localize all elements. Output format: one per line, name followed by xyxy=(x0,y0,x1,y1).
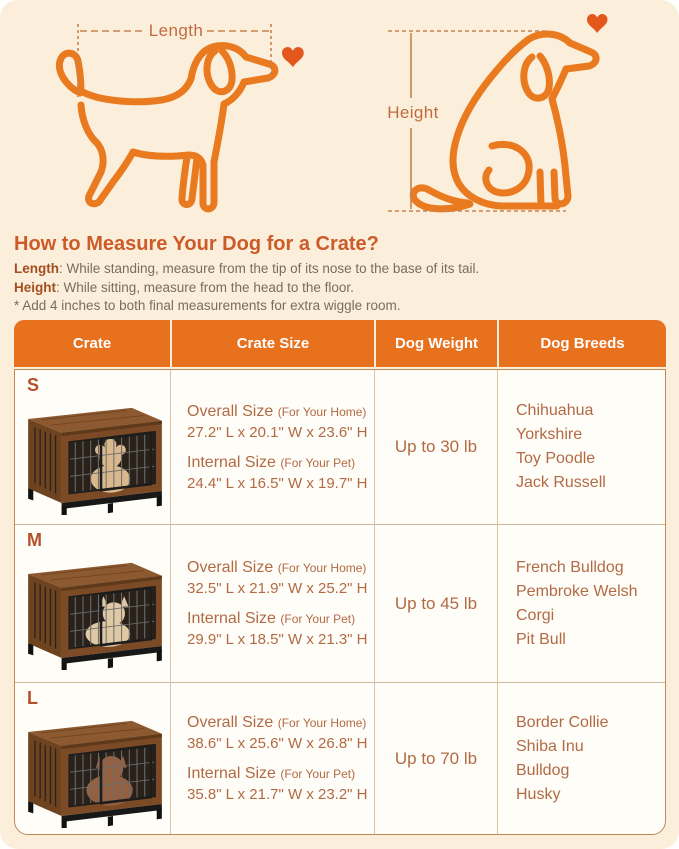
spacer xyxy=(187,752,374,765)
height-term: Height xyxy=(14,279,56,295)
overall-size-sub: (For Your Home) xyxy=(277,716,367,730)
table-row-s-breeds-cell xyxy=(497,370,665,524)
size-letter: S xyxy=(27,375,40,395)
height-measure-label: Height xyxy=(387,103,439,122)
overall-size-label: Overall Size xyxy=(187,559,274,576)
breed-item: Jack Russell xyxy=(516,474,606,491)
table-row-l-breeds-cell xyxy=(497,682,665,834)
breed-item: Yorkshire xyxy=(516,426,583,443)
breed-item: Toy Poodle xyxy=(516,450,596,467)
overall-size-line xyxy=(187,403,374,421)
crate-product-photo-small xyxy=(22,395,168,515)
table-row-s-crate-cell xyxy=(15,370,170,524)
internal-size-line xyxy=(187,454,374,472)
standing-dog-illustration xyxy=(59,46,274,209)
internal-size-line xyxy=(187,765,374,783)
length-desc: : While standing, measure from the tip of its nose to the base of its tail. xyxy=(59,261,480,276)
length-term: Length xyxy=(14,261,59,276)
internal-size-sub: (For Your Pet) xyxy=(280,612,356,626)
header-dog-breeds: Dog Breeds xyxy=(497,320,666,367)
table-row-m-size-cell xyxy=(170,524,374,682)
overall-size-dims: 32.5" L x 21.9" W x 25.2" H xyxy=(187,580,368,597)
breed-item: Chihuahua xyxy=(516,402,594,419)
overall-size-label: Overall Size xyxy=(187,402,274,420)
spacer xyxy=(187,441,374,454)
overall-size-line xyxy=(187,559,374,577)
dog-measurement-illustration xyxy=(0,0,679,235)
overall-size-sub: (For Your Home) xyxy=(277,404,367,419)
table-row-l-weight-cell: Up to 70 lb xyxy=(374,682,497,834)
crate-product-photo-medium xyxy=(22,550,168,670)
header-crate: Crate xyxy=(72,335,112,352)
internal-size-label: Internal Size xyxy=(187,765,276,782)
header-crate-size: Crate Size xyxy=(170,320,374,367)
table-row-m-crate-cell xyxy=(15,524,170,682)
size-letter: L xyxy=(27,688,38,708)
internal-size-label: Internal Size xyxy=(187,610,276,627)
table-header-row xyxy=(14,320,666,367)
table-row-l-size-cell xyxy=(170,682,374,834)
crate-size-table xyxy=(14,369,666,835)
breed-item: Corgi xyxy=(516,606,555,624)
height-instruction xyxy=(14,279,664,298)
internal-size-sub: (For Your Pet) xyxy=(280,455,356,470)
table-row-l-crate-cell xyxy=(15,682,170,834)
breed-item: Bulldog xyxy=(516,761,570,779)
overall-size-line xyxy=(187,714,374,732)
internal-size-dims: 24.4" L x 16.5" W x 19.7" H xyxy=(187,474,368,492)
overall-size-dims: 27.2" L x 20.1" W x 23.6" H xyxy=(187,423,368,441)
table-row-m-weight-cell: Up to 45 lb xyxy=(374,524,497,682)
page-title: How to Measure Your Dog for a Crate? xyxy=(14,233,379,255)
height-desc: : While sitting, measure from the head to the floor. xyxy=(56,279,354,295)
length-instruction xyxy=(14,260,664,279)
breed-item: Border Collie xyxy=(516,713,609,731)
crate-product-photo-large xyxy=(22,708,168,828)
breed-item: French Bulldog xyxy=(516,558,624,576)
table-row-s-weight-cell: Up to 30 lb xyxy=(374,370,497,524)
spacer xyxy=(187,597,374,610)
length-measure-label: Length xyxy=(148,21,204,40)
internal-size-sub: (For Your Pet) xyxy=(280,767,356,781)
overall-size-label: Overall Size xyxy=(187,714,274,731)
heart-icon xyxy=(282,47,304,67)
internal-size-line xyxy=(187,610,374,628)
internal-size-label: Internal Size xyxy=(187,453,276,471)
breed-item: Shiba Inu xyxy=(516,737,584,755)
breed-item: Pembroke Welsh xyxy=(516,582,638,600)
overall-size-sub: (For Your Home) xyxy=(277,561,367,575)
heart-icon xyxy=(587,14,607,33)
table-row-m-breeds-cell xyxy=(497,524,665,682)
overall-size-dims: 38.6" L x 25.6" W x 26.8" H xyxy=(187,735,368,752)
breed-item: Pit Bull xyxy=(516,630,566,648)
sitting-dog-illustration xyxy=(413,34,596,209)
breed-item: Husky xyxy=(516,785,561,803)
wiggle-room-note: * Add 4 inches to both final measurements for extra wiggle room. xyxy=(14,298,401,313)
internal-size-dims: 29.9" L x 18.5" W x 21.3" H xyxy=(187,631,368,648)
internal-size-dims: 35.8" L x 21.7" W x 23.2" H xyxy=(187,786,368,803)
header-dog-weight: Dog Weight xyxy=(374,320,497,367)
measuring-instructions xyxy=(14,260,664,316)
table-row-s-size-cell xyxy=(170,370,374,524)
size-letter: M xyxy=(27,530,42,550)
